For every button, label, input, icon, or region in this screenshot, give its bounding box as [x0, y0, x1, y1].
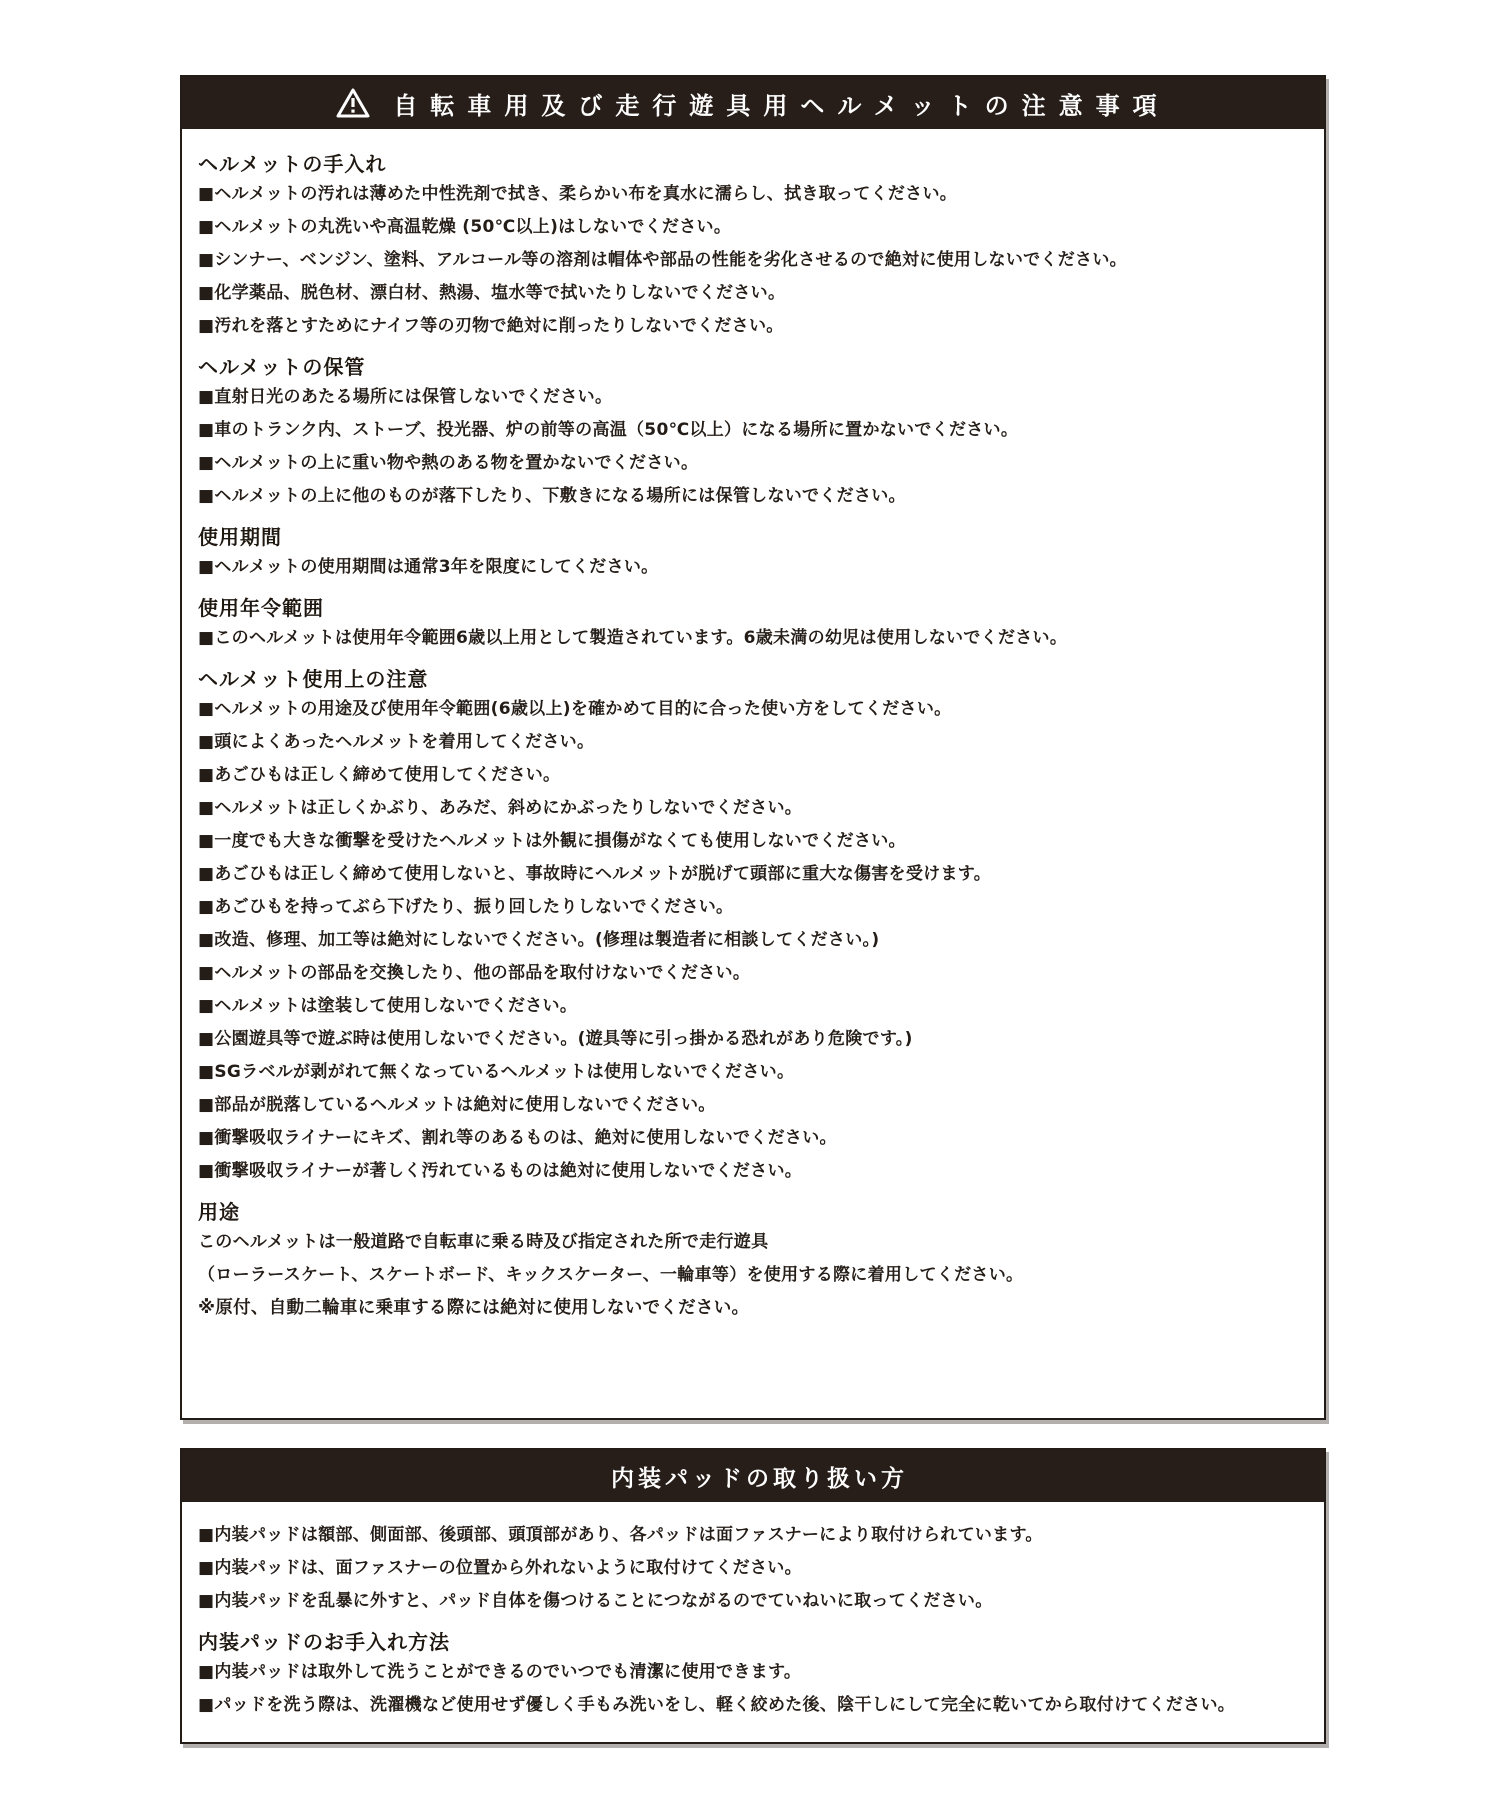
- instruction-item: ■内装パッドは、面ファスナーの位置から外れないように取付けてください。: [198, 1558, 802, 1578]
- instruction-section: [198, 1526, 1310, 1611]
- instruction-item: ■直射日光のあたる場所には保管しないでください。: [198, 387, 613, 407]
- instruction-item: ■パッドを洗う際は、洗濯機など使用せず優しく手もみ洗いをし、軽く絞めた後、陰干しにして完全に乾いてから取付けてください。: [198, 1695, 1236, 1715]
- pad-panel-body: [182, 1502, 1324, 1715]
- instruction-item: ■シンナー、ベンジン、塗料、アルコール等の溶剤は帽体や部品の性能を劣化させるので絶対に使用しないでください。: [198, 250, 1127, 270]
- pad-handling-panel: [180, 1448, 1326, 1744]
- instruction-section: [198, 356, 1310, 506]
- instruction-item: ■ヘルメットは正しくかぶり、あみだ、斜めにかぶったりしないでください。: [198, 798, 803, 818]
- instruction-item: ■改造、修理、加工等は絶対にしないでください。(修理は製造者に相談してください。): [198, 930, 880, 950]
- usage-paragraph: （ローラースケート、スケートボード、キックスケーター、一輪車等）を使用する際に着用してください。: [198, 1265, 1024, 1285]
- instruction-item: ■ヘルメットの部品を交換したり、他の部品を取付けないでください。: [198, 963, 751, 983]
- section-heading: ヘルメット使用上の注意: [198, 667, 429, 691]
- warning-notice-panel: [180, 75, 1326, 1420]
- instruction-item: ■頭によくあったヘルメットを着用してください。: [198, 732, 595, 752]
- instruction-item: ■ヘルメットは塗装して使用しないでください。: [198, 996, 578, 1016]
- instruction-item: ■内装パッドは額部、側面部、後頭部、頭頂部があり、各パッドは面ファスナーにより取付けられています。: [198, 1525, 1043, 1545]
- instruction-section: [198, 526, 1310, 577]
- instruction-item: ■汚れを落とすためにナイフ等の刃物で絶対に削ったりしないでください。: [198, 316, 784, 336]
- instruction-item: ■公園遊具等で遊ぶ時は使用しないでください。(遊具等に引っ掛かる恐れがあり危険です。): [198, 1029, 913, 1049]
- section-heading: ヘルメットの手入れ: [198, 152, 387, 176]
- instruction-item: ■車のトランク内、ストーブ、投光器、炉の前等の高温（50℃以上）になる場所に置かないでください。: [198, 420, 1019, 440]
- instruction-item: ■内装パッドを乱暴に外すと、パッド自体を傷つけることにつながるのでていねいに取ってください。: [198, 1591, 993, 1611]
- instruction-section: [198, 597, 1310, 648]
- instruction-item: ■化学薬品、脱色材、漂白材、熱湯、塩水等で拭いたりしないでください。: [198, 283, 786, 303]
- section-heading: 用途: [198, 1200, 240, 1224]
- instruction-item: ■衝撃吸収ライナーにキズ、割れ等のあるものは、絶対に使用しないでください。: [198, 1128, 837, 1148]
- section-heading: 使用期間: [198, 525, 282, 549]
- instruction-item: ■SGラベルが剥がれて無くなっているヘルメットは使用しないでください。: [198, 1062, 795, 1082]
- instruction-item: ■衝撃吸収ライナーが著しく汚れているものは絶対に使用しないでください。: [198, 1161, 803, 1181]
- section-heading: 使用年令範囲: [198, 596, 324, 620]
- instruction-item: ■ヘルメットの上に重い物や熱のある物を置かないでください。: [198, 453, 699, 473]
- section-heading: 内装パッドのお手入れ方法: [198, 1630, 450, 1654]
- section-heading: ヘルメットの保管: [198, 355, 366, 379]
- instruction-item: ■あごひもは正しく締めて使用しないと、事故時にヘルメットが脱げて頭部に重大な傷害を受けます。: [198, 864, 991, 884]
- instruction-item: ■部品が脱落しているヘルメットは絶対に使用しないでください。: [198, 1095, 716, 1115]
- instruction-item: ■このヘルメットは使用年令範囲6歳以上用として製造されています。6歳未満の幼児は使用しないでください。: [198, 628, 1068, 648]
- instruction-section: [198, 668, 1310, 1181]
- instruction-item: ■ヘルメットの汚れは薄めた中性洗剤で拭き、柔らかい布を真水に濡らし、拭き取ってください。: [198, 184, 958, 204]
- usage-paragraph: このヘルメットは一般道路で自転車に乗る時及び指定された所で走行遊具: [198, 1232, 769, 1252]
- instruction-item: ■一度でも大きな衝撃を受けたヘルメットは外観に損傷がなくても使用しないでください。: [198, 831, 906, 851]
- instruction-item: ■ヘルメットの使用期間は通常3年を限度にしてください。: [198, 557, 659, 577]
- pad-panel-title: 内装パッドの取り扱い方: [611, 1465, 908, 1492]
- instruction-section: [198, 1631, 1310, 1715]
- pad-panel-header: [182, 1450, 1324, 1502]
- instruction-section: [198, 153, 1310, 336]
- prohibition-note: ※原付、自動二輪車に乗車する際には絶対に使用しないでください。: [198, 1298, 750, 1318]
- instruction-item: ■ヘルメットの上に他のものが落下したり、下敷きになる場所には保管しないでください。: [198, 486, 906, 506]
- instruction-item: ■あごひもは正しく締めて使用してください。: [198, 765, 561, 785]
- instruction-section: [198, 1201, 1310, 1318]
- warning-triangle-icon: [336, 88, 370, 118]
- warning-panel-header: [182, 77, 1324, 129]
- instruction-item: ■内装パッドは取外して洗うことができるのでいつでも清潔に使用できます。: [198, 1662, 802, 1682]
- instruction-item: ■あごひもを持ってぶら下げたり、振り回したりしないでください。: [198, 897, 734, 917]
- warning-panel-body: [182, 129, 1324, 1318]
- warning-panel-title: 自転車用及び走行遊具用ヘルメットの注意事項: [393, 91, 1170, 120]
- instruction-item: ■ヘルメットの用途及び使用年令範囲(6歳以上)を確かめて目的に合った使い方をしてください。: [198, 699, 952, 719]
- instruction-item: ■ヘルメットの丸洗いや高温乾燥 (50℃以上)はしないでください。: [198, 217, 732, 237]
